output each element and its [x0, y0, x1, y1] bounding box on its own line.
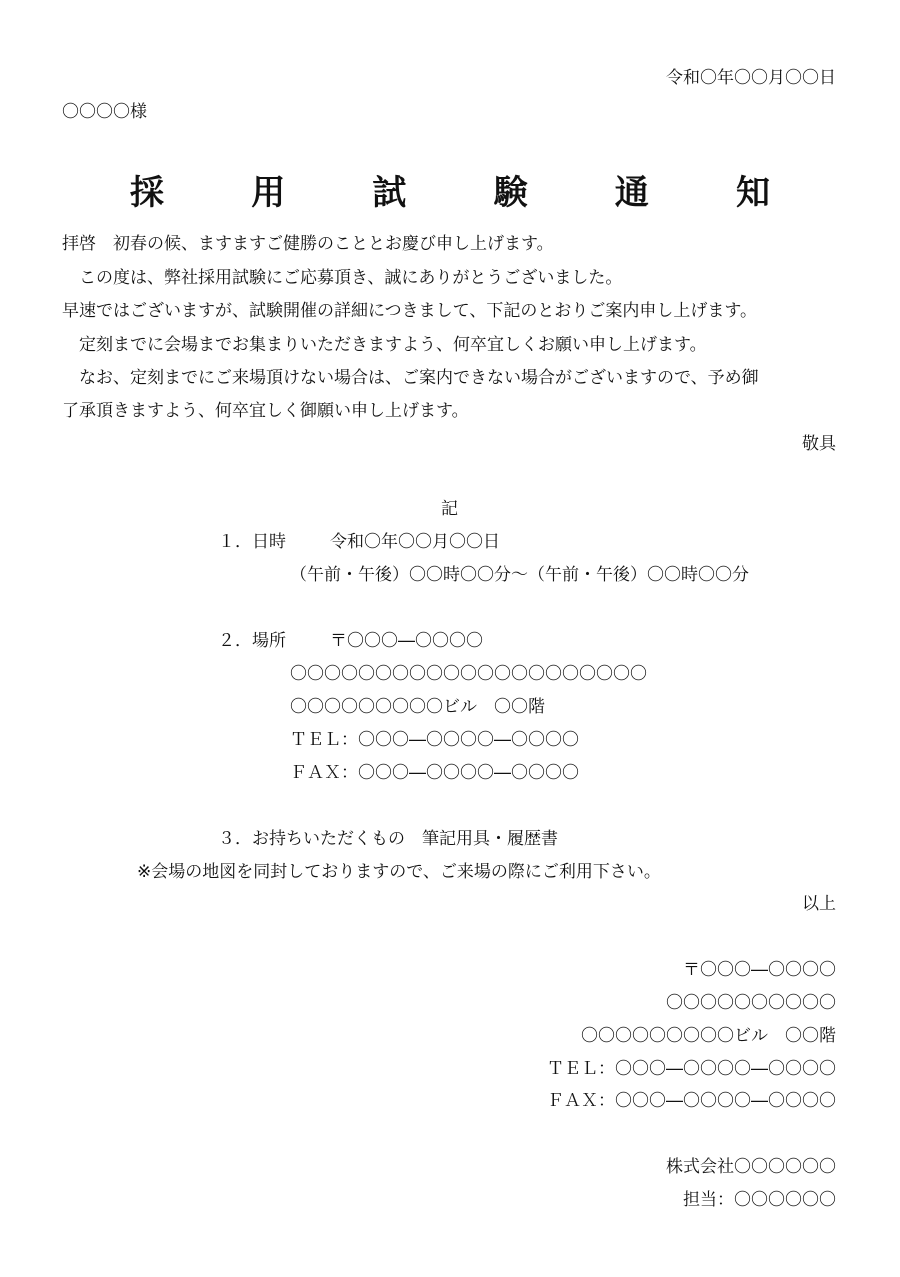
sender-building: 〇〇〇〇〇〇〇〇〇ビル 〇〇階: [581, 1026, 836, 1046]
item-datetime-label: １．日時: [218, 532, 286, 552]
item-datetime-time: （午前・午後）〇〇時〇〇分～（午前・午後）〇〇時〇〇分: [290, 565, 749, 585]
details-heading: 記: [441, 499, 458, 519]
letter-date: 令和〇年〇〇月〇〇日: [666, 68, 836, 88]
title-char-6: 知: [735, 173, 770, 213]
title-char-2: 用: [251, 173, 286, 213]
item-venue-tel: ＴＥＬ：〇〇〇―〇〇〇〇―〇〇〇〇: [290, 730, 579, 750]
item-venue-address: 〇〇〇〇〇〇〇〇〇〇〇〇〇〇〇〇〇〇〇〇〇: [290, 664, 647, 684]
greeting-paragraph: 拝啓 初春の候、ますますご健勝のこととお慶び申し上げます。: [62, 234, 554, 254]
guidance-paragraph: 早速ではございますが、試験開催の詳細につきまして、下記のとおりご案内申し上げます。: [62, 301, 757, 321]
sender-fax: ＦＡＸ：〇〇〇―〇〇〇〇―〇〇〇〇: [547, 1091, 836, 1111]
sender-postal: 〒〇〇〇―〇〇〇〇: [683, 960, 836, 980]
closing-word: 敬具: [802, 434, 836, 454]
item-venue-postal: 〒〇〇〇―〇〇〇〇: [330, 631, 483, 651]
item-venue-fax: ＦＡＸ：〇〇〇―〇〇〇〇―〇〇〇〇: [290, 763, 579, 783]
notice-paragraph-line-2: 了承頂きますよう、何卒宜しく御願い申し上げます。: [62, 401, 469, 421]
item-venue-building: 〇〇〇〇〇〇〇〇〇ビル 〇〇階: [290, 697, 545, 717]
title-char-5: 通: [614, 173, 649, 213]
title-char-4: 験: [493, 173, 528, 213]
item-venue-label: ２．場所: [218, 631, 286, 651]
map-note: ※会場の地図を同封しておりますので、ご来場の際にご利用下さい。: [137, 862, 661, 882]
page-title: [130, 173, 770, 213]
title-char-1: 採: [130, 173, 164, 213]
recipient-name: 〇〇〇〇様: [62, 102, 147, 122]
sender-address: 〇〇〇〇〇〇〇〇〇〇: [666, 993, 836, 1013]
notice-paragraph-line-1: なお、定刻までにご来場頂けない場合は、ご案内できない場合がございますので、予め御: [62, 368, 759, 388]
thanks-paragraph: この度は、弊社採用試験にご応募頂き、誠にありがとうございました。: [62, 268, 623, 288]
sender-contact: 担当：〇〇〇〇〇〇: [683, 1190, 836, 1210]
end-mark: 以上: [802, 894, 836, 914]
request-paragraph: 定刻までに会場までお集まりいただきますよう、何卒宜しくお願い申し上げます。: [62, 335, 707, 355]
title-char-3: 試: [372, 173, 407, 213]
item-datetime-date: 令和〇年〇〇月〇〇日: [330, 532, 500, 552]
sender-tel: ＴＥＬ：〇〇〇―〇〇〇〇―〇〇〇〇: [547, 1059, 836, 1079]
item-belongings: ３．お持ちいただくもの 筆記用具・履歴書: [218, 829, 558, 849]
sender-company: 株式会社〇〇〇〇〇〇: [666, 1157, 836, 1177]
